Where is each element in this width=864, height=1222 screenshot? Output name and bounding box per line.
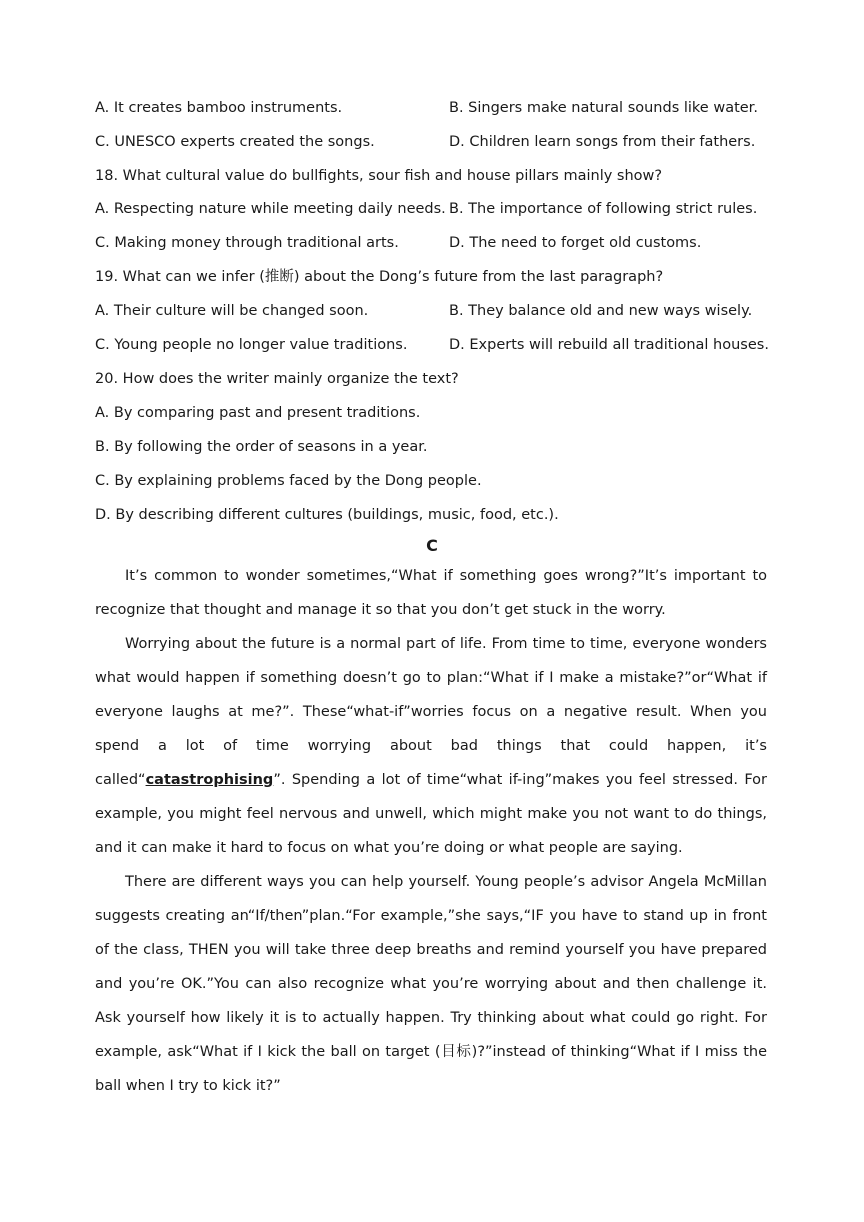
q18-stem: 18. What cultural value do bullfights, sour fish and house pillars mainly show?: [95, 168, 663, 184]
q18-option-b: B. The importance of following strict rules.: [449, 201, 758, 217]
q18-option-c: C. Making money through traditional arts.: [95, 235, 399, 251]
q20-option-c: C. By explaining problems faced by the Dong people.: [95, 473, 482, 489]
q20-option-d: D. By describing different cultures (buildings, music, food, etc.).: [95, 507, 559, 523]
q18-options-row-2: [95, 226, 775, 260]
q17-option-b: B. Singers make natural sounds like water.: [449, 100, 758, 116]
paragraph-2-text-before: Worrying about the future is a normal part of life. From time to time, everyone wonders what would happen if something doesn’t go to plan:“What if I make a mistake?”or“What if everyone laughs at me?”. These“what-if”worries focus on a negative result. When you spend a lot of time worrying about bad things that could happen, it’s called“: [95, 636, 767, 788]
q20-stem: 20. How does the writer mainly organize the text?: [95, 371, 459, 387]
passage-heading: C: [426, 536, 438, 555]
q18-options-row-1: [95, 192, 775, 226]
q17-options-row-2: [95, 125, 775, 159]
q17-option-d: D. Children learn songs from their fathers.: [449, 134, 756, 150]
q17-option-c: C. UNESCO experts created the songs.: [95, 134, 375, 150]
key-term: catastrophising: [145, 772, 274, 788]
q17-option-a: A. It creates bamboo instruments.: [95, 100, 343, 116]
q19-options-row-2: [95, 328, 775, 362]
q19-option-c: C. Young people no longer value traditions.: [95, 337, 408, 353]
paragraph-2-text-after: ”. Spending a lot of time“what if-ing”makes you feel stressed. For example, you might feel nervous and unwell, which might make you not want to do things, and it can make it hard to focus on what you’re doing or what people are saying.: [95, 772, 767, 856]
q19-option-b: B. They balance old and new ways wisely.: [449, 303, 753, 319]
q18-option-a: A. Respecting nature while meeting daily needs.: [95, 201, 446, 217]
q18-option-d: D. The need to forget old customs.: [449, 235, 702, 251]
passage-paragraph-2: [95, 627, 767, 865]
passage-paragraph-3: There are different ways you can help yourself. Young people’s advisor Angela McMillan suggests creating an“If/then”plan.“For example,”she says,“IF you have to stand up in front of the class, THEN you will take three deep breaths and remind yourself you have prepared and you’re OK.”You can also recognize what you’re worrying about and then challenge it. Ask yourself how likely it is to actually happen. Try thinking about what could go right. For example, ask“What if I kick the ball on target (目标)?”instead of thinking“What if I miss the ball when I try to kick it?”: [95, 874, 767, 1094]
q17-options-row-1: [95, 91, 775, 125]
q19-options-row-1: [95, 294, 775, 328]
q19-option-d: D. Experts will rebuild all traditional houses.: [449, 337, 769, 353]
q20-option-b: B. By following the order of seasons in a year.: [95, 439, 428, 455]
passage-paragraph-1: It’s common to wonder sometimes,“What if something goes wrong?”It’s important to recognize that thought and manage it so that you don’t get stuck in the worry.: [95, 568, 767, 618]
q20-option-a: A. By comparing past and present traditions.: [95, 405, 421, 421]
q19-option-a: A. Their culture will be changed soon.: [95, 303, 369, 319]
q19-stem: 19. What can we infer (推断) about the Dong’s future from the last paragraph?: [95, 269, 664, 285]
